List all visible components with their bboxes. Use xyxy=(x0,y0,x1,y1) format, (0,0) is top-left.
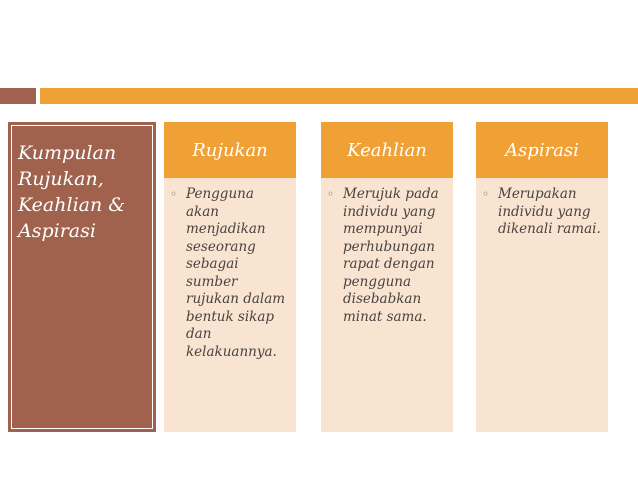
bullet-item xyxy=(327,186,447,326)
side-title-panel xyxy=(8,122,156,432)
decorative-bar-orange xyxy=(40,88,638,104)
bullet-icon: ◦ xyxy=(482,187,490,201)
column-heading: Aspirasi xyxy=(476,122,608,178)
bullet-item xyxy=(482,186,602,239)
column-body xyxy=(321,178,453,432)
bullet-icon: ◦ xyxy=(170,187,178,201)
bullet-item xyxy=(170,186,290,361)
column-body xyxy=(164,178,296,432)
bullet-text: Merupakan individu yang dikenali ramai. xyxy=(498,186,601,237)
column-heading: Keahlian xyxy=(321,122,453,178)
side-title: Kumpulan Rujukan, Keahlian & Aspirasi xyxy=(18,142,126,242)
column-aspirasi xyxy=(476,122,608,432)
bullet-icon: ◦ xyxy=(327,187,335,201)
column-heading: Rujukan xyxy=(164,122,296,178)
column-rujukan xyxy=(164,122,296,432)
bullet-text: Merujuk pada individu yang mempunyai perhubungan rapat dengan pengguna disebabkan minat sama. xyxy=(343,186,439,325)
column-body xyxy=(476,178,608,432)
column-keahlian xyxy=(321,122,453,432)
decorative-bar-brown xyxy=(0,88,36,104)
bullet-text: Pengguna akan menjadikan seseorang sebagai sumber rujukan dalam bentuk sikap dan kelakuannya. xyxy=(186,186,286,360)
